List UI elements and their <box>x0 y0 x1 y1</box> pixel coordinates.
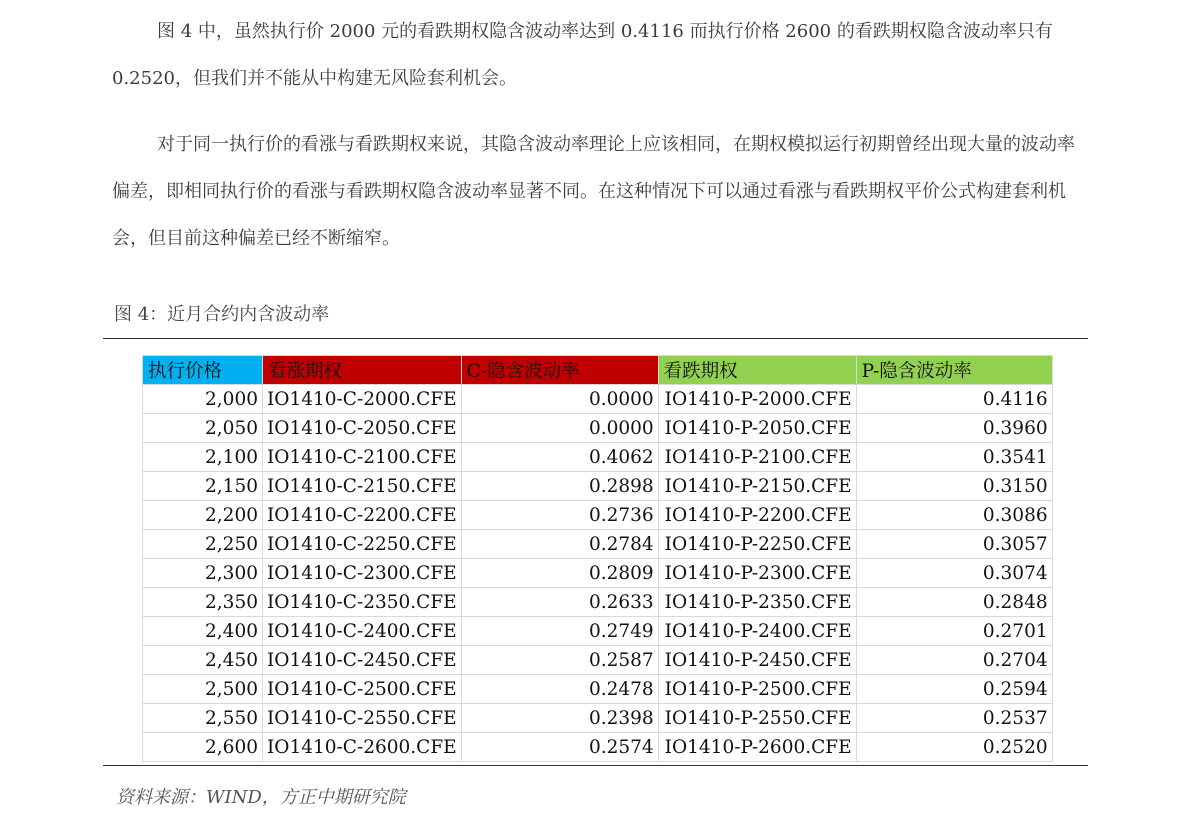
table-row <box>143 675 1053 704</box>
call-code-cell: IO1410-C-2550.CFE <box>263 704 462 733</box>
strike-cell: 2,300 <box>143 559 263 588</box>
table-row <box>143 472 1053 501</box>
put-code-cell: IO1410-P-2300.CFE <box>658 559 856 588</box>
header-strike: 执行价格 <box>143 356 263 385</box>
put-code-cell: IO1410-P-2050.CFE <box>658 414 856 443</box>
put-iv-cell: 0.2537 <box>856 704 1052 733</box>
paragraph-2 <box>112 121 1087 262</box>
call-iv-cell: 0.2784 <box>461 530 658 559</box>
put-iv-cell: 0.4116 <box>856 385 1052 414</box>
strike-cell: 2,000 <box>143 385 263 414</box>
call-code-cell: IO1410-C-2450.CFE <box>263 646 462 675</box>
put-iv-cell: 0.2704 <box>856 646 1052 675</box>
put-code-cell: IO1410-P-2150.CFE <box>658 472 856 501</box>
strike-cell: 2,450 <box>143 646 263 675</box>
table-row <box>143 704 1053 733</box>
put-code-cell: IO1410-P-2000.CFE <box>658 385 856 414</box>
paragraph-1-text: 图 4 中，虽然执行价 2000 元的看跌期权隐含波动率达到 0.4116 而执行价格 2600 的看跌期权隐含波动率只有 0.2520，但我们并不能从中构建无风险套利机会。 <box>112 21 1053 89</box>
call-iv-cell: 0.2898 <box>461 472 658 501</box>
table-row <box>143 646 1053 675</box>
put-iv-cell: 0.3074 <box>856 559 1052 588</box>
put-code-cell: IO1410-P-2250.CFE <box>658 530 856 559</box>
call-code-cell: IO1410-C-2350.CFE <box>263 588 462 617</box>
call-iv-cell: 0.2736 <box>461 501 658 530</box>
strike-cell: 2,500 <box>143 675 263 704</box>
put-code-cell: IO1410-P-2100.CFE <box>658 443 856 472</box>
put-code-cell: IO1410-P-2450.CFE <box>658 646 856 675</box>
put-code-cell: IO1410-P-2550.CFE <box>658 704 856 733</box>
put-iv-cell: 0.3150 <box>856 472 1052 501</box>
call-iv-cell: 0.0000 <box>461 414 658 443</box>
table-row <box>143 559 1053 588</box>
table-row <box>143 414 1053 443</box>
strike-cell: 2,550 <box>143 704 263 733</box>
call-code-cell: IO1410-C-2200.CFE <box>263 501 462 530</box>
put-iv-cell: 0.3086 <box>856 501 1052 530</box>
strike-cell: 2,050 <box>143 414 263 443</box>
put-iv-cell: 0.2701 <box>856 617 1052 646</box>
bottom-rule <box>103 765 1088 766</box>
call-code-cell: IO1410-C-2100.CFE <box>263 443 462 472</box>
implied-volatility-table <box>142 355 1053 762</box>
table-row <box>143 501 1053 530</box>
call-code-cell: IO1410-C-2150.CFE <box>263 472 462 501</box>
call-iv-cell: 0.2809 <box>461 559 658 588</box>
call-iv-cell: 0.2574 <box>461 733 658 762</box>
header-call: 看涨期权 <box>263 356 462 385</box>
call-code-cell: IO1410-C-2000.CFE <box>263 385 462 414</box>
top-rule <box>103 338 1088 339</box>
strike-cell: 2,350 <box>143 588 263 617</box>
strike-cell: 2,600 <box>143 733 263 762</box>
call-iv-cell: 0.2749 <box>461 617 658 646</box>
put-code-cell: IO1410-P-2200.CFE <box>658 501 856 530</box>
table-row <box>143 617 1053 646</box>
strike-cell: 2,100 <box>143 443 263 472</box>
table-row <box>143 443 1053 472</box>
call-code-cell: IO1410-C-2300.CFE <box>263 559 462 588</box>
call-iv-cell: 0.0000 <box>461 385 658 414</box>
figure-caption: 图 4：近月合约内含波动率 <box>114 304 330 325</box>
table-header-row <box>143 356 1053 385</box>
put-code-cell: IO1410-P-2600.CFE <box>658 733 856 762</box>
paragraph-2-text: 对于同一执行价的看涨与看跌期权来说，其隐含波动率理论上应该相同，在期权模拟运行初期曾经出现大量的波动率偏差，即相同执行价的看涨与看跌期权隐含波动率显著不同。在这种情况下可以通过看涨与看跌期权平价公式构建套利机会，但目前这种偏差已经不断缩窄。 <box>112 134 1075 249</box>
call-code-cell: IO1410-C-2400.CFE <box>263 617 462 646</box>
call-code-cell: IO1410-C-2250.CFE <box>263 530 462 559</box>
call-iv-cell: 0.4062 <box>461 443 658 472</box>
strike-cell: 2,150 <box>143 472 263 501</box>
table-row <box>143 588 1053 617</box>
call-code-cell: IO1410-C-2600.CFE <box>263 733 462 762</box>
put-iv-cell: 0.3541 <box>856 443 1052 472</box>
put-iv-cell: 0.3960 <box>856 414 1052 443</box>
strike-cell: 2,400 <box>143 617 263 646</box>
call-code-cell: IO1410-C-2050.CFE <box>263 414 462 443</box>
table-row <box>143 530 1053 559</box>
put-code-cell: IO1410-P-2350.CFE <box>658 588 856 617</box>
put-code-cell: IO1410-P-2400.CFE <box>658 617 856 646</box>
put-iv-cell: 0.2594 <box>856 675 1052 704</box>
call-code-cell: IO1410-C-2500.CFE <box>263 675 462 704</box>
paragraph-1 <box>112 8 1087 102</box>
header-call-iv: C-隐含波动率 <box>461 356 658 385</box>
table-body <box>143 385 1053 762</box>
header-put: 看跌期权 <box>658 356 856 385</box>
put-code-cell: IO1410-P-2500.CFE <box>658 675 856 704</box>
header-put-iv: P-隐含波动率 <box>856 356 1052 385</box>
source-note: 资料来源：WIND，方正中期研究院 <box>116 787 406 808</box>
call-iv-cell: 0.2398 <box>461 704 658 733</box>
table-row <box>143 733 1053 762</box>
call-iv-cell: 0.2587 <box>461 646 658 675</box>
put-iv-cell: 0.2520 <box>856 733 1052 762</box>
strike-cell: 2,200 <box>143 501 263 530</box>
put-iv-cell: 0.2848 <box>856 588 1052 617</box>
put-iv-cell: 0.3057 <box>856 530 1052 559</box>
call-iv-cell: 0.2478 <box>461 675 658 704</box>
strike-cell: 2,250 <box>143 530 263 559</box>
call-iv-cell: 0.2633 <box>461 588 658 617</box>
table-row <box>143 385 1053 414</box>
